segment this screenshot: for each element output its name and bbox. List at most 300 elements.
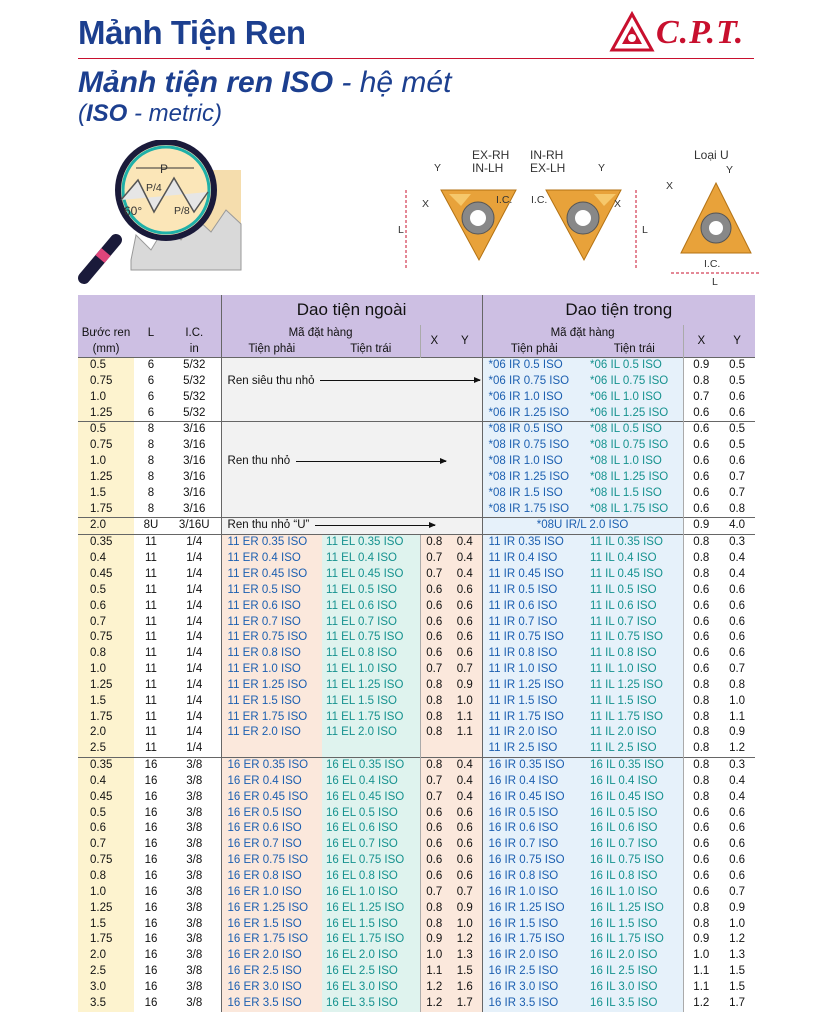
outer-y-cell: 1.1 xyxy=(448,725,482,741)
table-row xyxy=(78,741,755,757)
outer-note-cell xyxy=(221,406,482,422)
inner-x-cell: 0.6 xyxy=(683,406,719,422)
arrow-icon xyxy=(315,525,435,526)
il-code-cell: 16 IL 1.0 ISO xyxy=(586,885,683,901)
pitch-cell: 1.5 xyxy=(78,694,134,710)
ic-cell: 1/4 xyxy=(186,567,203,580)
el-code-cell: 11 EL 1.0 ISO xyxy=(322,662,420,678)
inner-x-cell: 0.9 xyxy=(683,932,719,948)
l-cell: 16 xyxy=(144,854,158,867)
outer-y-cell: 0.9 xyxy=(448,901,482,917)
il-code-cell: 16 IL 0.35 ISO xyxy=(586,758,683,774)
il-code-cell: 11 IL 0.45 ISO xyxy=(586,567,683,583)
table-row xyxy=(78,948,755,964)
angle-label: 60° xyxy=(124,204,143,218)
inner-y-cell: 1.2 xyxy=(719,932,755,948)
pitch-cell: 0.8 xyxy=(78,646,134,662)
outer-x-cell: 0.7 xyxy=(420,567,448,583)
il-code-cell: 11 IL 1.5 ISO xyxy=(586,694,683,710)
pitch-cell: 0.75 xyxy=(78,853,134,869)
insert2-top-label: IN-RH xyxy=(530,148,564,162)
ic-cell: 3/8 xyxy=(186,917,203,930)
pitch-cell: 3.0 xyxy=(78,980,134,996)
er-code-cell: 16 ER 0.45 ISO xyxy=(221,790,322,806)
outer-y-cell: 1.6 xyxy=(448,980,482,996)
pitch-cell: 0.6 xyxy=(78,821,134,837)
el-code-cell: 11 EL 0.8 ISO xyxy=(322,646,420,662)
outer-y-cell: 0.6 xyxy=(448,821,482,837)
outer-y-cell: 0.6 xyxy=(448,869,482,885)
er-code-cell: 16 ER 3.0 ISO xyxy=(221,980,322,996)
inner-x-cell: 0.6 xyxy=(683,821,719,837)
outer-note-cell xyxy=(221,518,482,535)
outer-y-cell: 0.4 xyxy=(448,535,482,551)
il-code-cell: 11 IL 0.6 ISO xyxy=(586,599,683,615)
inner-x-cell: 0.6 xyxy=(683,454,719,470)
l-cell: 16 xyxy=(144,933,158,946)
l-cell: 16 xyxy=(144,949,158,962)
outer-note-cell xyxy=(221,486,482,502)
table-row xyxy=(78,694,755,710)
ir-code-cell: 11 IR 0.75 ISO xyxy=(482,630,586,646)
pitch-cell: 0.5 xyxy=(78,358,134,374)
pitch-cell: 0.8 xyxy=(78,869,134,885)
table-row xyxy=(78,901,755,917)
el-code-cell: 11 EL 0.4 ISO xyxy=(322,551,420,567)
note-label: Ren thu nhỏ “U” xyxy=(227,519,310,532)
pitch-cell: 0.4 xyxy=(78,551,134,567)
inner-x-cell: 0.6 xyxy=(683,438,719,454)
pitch-cell: 1.0 xyxy=(78,390,134,406)
inner-x-cell: 0.8 xyxy=(683,710,719,726)
ic-cell: 3/8 xyxy=(186,806,203,819)
table-row xyxy=(78,964,755,980)
ic-cell: 3/8 xyxy=(186,838,203,851)
inner-y-cell: 0.5 xyxy=(719,438,755,454)
outer-order-code-header: Mã đặt hàng xyxy=(221,325,420,341)
ic-header: I.C. xyxy=(168,325,221,341)
el-code-cell: 11 EL 0.5 ISO xyxy=(322,583,420,599)
ic-cell: 5/32 xyxy=(183,374,206,387)
outer-y-cell: 0.6 xyxy=(448,837,482,853)
pitch-cell: 3.5 xyxy=(78,996,134,1012)
ir-code-cell: 11 IR 0.6 ISO xyxy=(482,599,586,615)
el-code-cell: 16 EL 3.5 ISO xyxy=(322,996,420,1012)
insert3-title: Loại U xyxy=(694,148,729,162)
l-cell: 11 xyxy=(145,647,157,660)
l-cell: 11 xyxy=(145,599,157,612)
inner-y-cell: 0.6 xyxy=(719,821,755,837)
outer-note-cell xyxy=(221,438,482,454)
insert1-bottom-label: IN-LH xyxy=(472,161,504,175)
l-cell: 16 xyxy=(144,774,158,787)
outer-y-cell: 1.5 xyxy=(448,964,482,980)
outer-y-cell: 0.6 xyxy=(448,599,482,615)
outer-x-cell: 0.6 xyxy=(420,646,448,662)
outer-note-cell xyxy=(221,454,482,470)
pitch-cell: 0.5 xyxy=(78,806,134,822)
il-code-cell: *06 IL 0.75 ISO xyxy=(586,374,683,390)
inner-tool-title: Dao tiện trong xyxy=(482,295,755,325)
table-row xyxy=(78,406,755,422)
el-code-cell: 16 EL 1.5 ISO xyxy=(322,917,420,933)
outer-left-hand-header: Tiện trái xyxy=(322,341,420,358)
inner-x-cell: 0.6 xyxy=(683,662,719,678)
inner-x-cell: 0.6 xyxy=(683,502,719,518)
ic-cell: 3/16 xyxy=(183,455,206,468)
il-code-cell: 16 IL 0.6 ISO xyxy=(586,821,683,837)
ic-cell: 3/8 xyxy=(168,758,221,774)
el-code-cell: 11 EL 0.6 ISO xyxy=(322,599,420,615)
pitch-cell: 2.0 xyxy=(78,948,134,964)
outer-y-cell: 1.7 xyxy=(448,996,482,1012)
inner-order-code-header: Mã đặt hàng xyxy=(482,325,683,341)
inner-x-cell: 0.8 xyxy=(683,694,719,710)
ic-cell: 3/16 xyxy=(183,502,206,515)
outer-y-cell: 0.4 xyxy=(448,790,482,806)
er-code-cell: 11 ER 0.4 ISO xyxy=(221,551,322,567)
table-row xyxy=(78,551,755,567)
er-code-cell: 11 ER 2.0 ISO xyxy=(221,725,322,741)
outer-x-cell: 0.6 xyxy=(420,837,448,853)
inner-y-cell: 0.7 xyxy=(719,885,755,901)
il-code-cell: *06 IL 1.25 ISO xyxy=(586,406,683,422)
ic-cell: 3/8 xyxy=(186,774,203,787)
ic-cell: 3/16 xyxy=(183,470,206,483)
il-code-cell: 16 IL 0.7 ISO xyxy=(586,837,683,853)
pitch-cell: 0.7 xyxy=(78,837,134,853)
outer-x-cell: 0.8 xyxy=(420,535,448,551)
x-label: X xyxy=(422,198,430,210)
pitch-cell: 1.75 xyxy=(78,710,134,726)
table-row xyxy=(78,885,755,901)
pitch-cell: 0.4 xyxy=(78,774,134,790)
inner-y-cell: 0.4 xyxy=(719,790,755,806)
inner-x-cell: 0.6 xyxy=(683,869,719,885)
el-code-cell: 11 EL 1.75 ISO xyxy=(322,710,420,726)
outer-x-cell: 0.7 xyxy=(420,790,448,806)
il-code-cell: 11 IL 0.4 ISO xyxy=(586,551,683,567)
ir-code-cell: 16 IR 1.75 ISO xyxy=(482,932,586,948)
il-code-cell: 11 IL 0.8 ISO xyxy=(586,646,683,662)
outer-y-cell: 0.9 xyxy=(448,678,482,694)
inner-x-cell: 0.8 xyxy=(683,741,719,757)
inner-y-cell: 0.7 xyxy=(719,486,755,502)
inner-y-cell: 0.6 xyxy=(719,615,755,631)
ir-code-cell: *08 IR 1.0 ISO xyxy=(482,454,586,470)
outer-x-cell: 0.7 xyxy=(420,551,448,567)
inner-y-header: Y xyxy=(719,325,755,358)
outer-x-cell: 0.6 xyxy=(420,869,448,885)
outer-x-cell: 0.8 xyxy=(420,901,448,917)
pitch-cell: 1.5 xyxy=(78,917,134,933)
il-code-cell: *08 IL 1.0 ISO xyxy=(586,454,683,470)
er-code-cell: 11 ER 0.8 ISO xyxy=(221,646,322,662)
inner-x-cell: 0.6 xyxy=(683,599,719,615)
pitch-header: Bước ren xyxy=(78,325,134,341)
inner-y-cell: 0.9 xyxy=(719,901,755,917)
inner-x-cell: 0.8 xyxy=(683,917,719,933)
er-code-cell: 11 ER 0.5 ISO xyxy=(221,583,322,599)
header-divider xyxy=(78,58,754,59)
l-cell: 11 xyxy=(134,535,168,551)
inner-x-cell: 0.6 xyxy=(683,806,719,822)
ir-code-cell: 16 IR 3.0 ISO xyxy=(482,980,586,996)
inner-x-cell: 0.8 xyxy=(683,725,719,741)
l-cell: 16 xyxy=(144,917,158,930)
ic-cell: 3/16 xyxy=(183,439,206,452)
ic-cell: 1/4 xyxy=(186,647,203,660)
l-cell: 16 xyxy=(134,758,168,774)
outer-x-cell: 0.8 xyxy=(420,725,448,741)
inner-y-cell: 1.5 xyxy=(719,964,755,980)
pitch-unit-header: (mm) xyxy=(78,341,134,358)
ir-code-cell: 11 IR 1.75 ISO xyxy=(482,710,586,726)
l-cell: 11 xyxy=(145,552,157,565)
table-row xyxy=(78,853,755,869)
el-code-cell: 11 EL 0.75 ISO xyxy=(322,630,420,646)
outer-y-cell: 0.4 xyxy=(448,567,482,583)
inner-y-cell: 0.6 xyxy=(719,390,755,406)
inner-y-cell: 0.7 xyxy=(719,662,755,678)
ir-code-cell: 16 IR 0.45 ISO xyxy=(482,790,586,806)
inner-y-cell: 0.6 xyxy=(719,853,755,869)
il-code-cell: 16 IL 0.8 ISO xyxy=(586,869,683,885)
inner-left-hand-header: Tiện trái xyxy=(586,341,683,358)
outer-note-cell xyxy=(221,422,482,438)
l-cell: 6 xyxy=(147,406,155,419)
il-code-cell: 16 IL 3.5 ISO xyxy=(586,996,683,1012)
l-cell: 6 xyxy=(147,390,155,403)
outer-x-cell: 1.2 xyxy=(420,996,448,1012)
l-cell: 8 xyxy=(147,439,155,452)
il-code-cell: *06 IL 0.5 ISO xyxy=(586,358,683,374)
outer-x-cell: 0.7 xyxy=(420,774,448,790)
ir-code-cell: *08 IR 1.25 ISO xyxy=(482,470,586,486)
ir-code-cell: *08 IR 1.75 ISO xyxy=(482,502,586,518)
inner-x-cell: 0.9 xyxy=(683,358,719,374)
outer-y-cell: 1.0 xyxy=(448,917,482,933)
l-cell: 16 xyxy=(144,965,158,978)
er-code-cell: 16 ER 0.4 ISO xyxy=(221,774,322,790)
ir-code-cell: *06 IR 1.25 ISO xyxy=(482,406,586,422)
inner-x-cell: 0.6 xyxy=(683,630,719,646)
u-type-code-cell: *08U IR/L 2.0 ISO xyxy=(482,518,683,535)
outer-note-cell xyxy=(221,390,482,406)
pitch-cell: 0.35 xyxy=(78,535,134,551)
outer-right-hand-header: Tiện phải xyxy=(221,341,322,358)
l-label: L xyxy=(398,224,404,236)
il-code-cell: *08 IL 0.75 ISO xyxy=(586,438,683,454)
pitch-cell: 1.0 xyxy=(78,454,134,470)
ir-code-cell: 11 IR 1.0 ISO xyxy=(482,662,586,678)
l-cell: 11 xyxy=(145,663,157,676)
outer-x-cell xyxy=(420,741,448,757)
pitch-cell: 1.0 xyxy=(78,885,134,901)
ic-cell: 1/4 xyxy=(186,710,203,723)
pitch-cell: 2.0 xyxy=(78,725,134,741)
el-code-cell: 16 EL 3.0 ISO xyxy=(322,980,420,996)
inner-y-cell: 1.7 xyxy=(719,996,755,1012)
inner-y-cell: 0.6 xyxy=(719,599,755,615)
l-cell: 6 xyxy=(147,374,155,387)
er-code-cell: 16 ER 1.75 ISO xyxy=(221,932,322,948)
ic-cell: 3/8 xyxy=(186,885,203,898)
outer-y-cell: 0.7 xyxy=(448,662,482,678)
er-code-cell: 16 ER 2.0 ISO xyxy=(221,948,322,964)
ir-code-cell: *08 IR 0.5 ISO xyxy=(482,422,586,438)
il-code-cell: 16 IL 3.0 ISO xyxy=(586,980,683,996)
ic-cell: 3/8 xyxy=(186,870,203,882)
outer-y-cell: 1.1 xyxy=(448,710,482,726)
inner-x-cell: 0.7 xyxy=(683,390,719,406)
ic-cell: 3/8 xyxy=(186,822,203,835)
el-code-cell: 11 EL 2.0 ISO xyxy=(322,725,420,741)
el-code-cell: 16 EL 0.4 ISO xyxy=(322,774,420,790)
el-code-cell: 16 EL 0.7 ISO xyxy=(322,837,420,853)
table-row xyxy=(78,358,755,374)
outer-x-cell: 0.8 xyxy=(420,710,448,726)
outer-x-cell: 0.6 xyxy=(420,615,448,631)
outer-y-cell: 1.2 xyxy=(448,932,482,948)
ic-cell: 1/4 xyxy=(186,742,203,755)
il-code-cell: 11 IL 0.7 ISO xyxy=(586,615,683,631)
il-code-cell: 11 IL 0.35 ISO xyxy=(586,535,683,551)
ic-cell: 3/8 xyxy=(186,901,203,914)
subtitle-english: (ISO - metric) xyxy=(78,100,222,127)
table-row xyxy=(78,710,755,726)
outer-y-cell: 0.6 xyxy=(448,630,482,646)
insert2-y-label: Y xyxy=(598,162,606,174)
il-code-cell: 16 IL 0.5 ISO xyxy=(586,806,683,822)
el-code-cell: 16 EL 2.0 ISO xyxy=(322,948,420,964)
el-code-cell: 16 EL 0.5 ISO xyxy=(322,806,420,822)
inner-x-cell: 0.8 xyxy=(683,374,719,390)
ir-code-cell: 11 IR 2.0 ISO xyxy=(482,725,586,741)
outer-tool-title: Dao tiện ngoài xyxy=(221,295,482,325)
pitch-cell: 2.5 xyxy=(78,741,134,757)
l-cell: 8U xyxy=(134,518,168,535)
il-code-cell: *08 IL 0.5 ISO xyxy=(586,422,683,438)
er-code-cell: 16 ER 1.25 ISO xyxy=(221,901,322,917)
table-row xyxy=(78,374,755,390)
table-row xyxy=(78,583,755,599)
ic-cell: 3/16 xyxy=(183,486,206,499)
inner-y-cell: 0.6 xyxy=(719,869,755,885)
ir-code-cell: 16 IR 2.0 ISO xyxy=(482,948,586,964)
page-title: Mảnh Tiện Ren xyxy=(78,14,306,51)
table-row xyxy=(78,869,755,885)
ir-code-cell: 11 IR 1.5 ISO xyxy=(482,694,586,710)
outer-y-cell xyxy=(448,741,482,757)
table-row xyxy=(78,470,755,486)
inner-x-cell: 0.8 xyxy=(683,901,719,917)
inner-y-cell: 0.5 xyxy=(719,422,755,438)
l-cell: 11 xyxy=(145,631,157,644)
inner-y-cell: 0.8 xyxy=(719,502,755,518)
er-code-cell: 11 ER 0.7 ISO xyxy=(221,615,322,631)
inner-y-cell: 0.6 xyxy=(719,837,755,853)
ir-code-cell: *06 IR 0.5 ISO xyxy=(482,358,586,374)
ic-cell: 5/32 xyxy=(183,390,206,403)
ir-code-cell: 16 IR 0.35 ISO xyxy=(482,758,586,774)
illustration-area xyxy=(76,140,766,295)
il-code-cell: *08 IL 1.5 ISO xyxy=(586,486,683,502)
il-code-cell: 16 IL 2.5 ISO xyxy=(586,964,683,980)
ir-code-cell: *06 IR 1.0 ISO xyxy=(482,390,586,406)
ir-code-cell: 16 IR 2.5 ISO xyxy=(482,964,586,980)
table-row xyxy=(78,630,755,646)
er-code-cell: 16 ER 0.6 ISO xyxy=(221,821,322,837)
er-code-cell: 11 ER 0.45 ISO xyxy=(221,567,322,583)
inner-y-cell: 0.3 xyxy=(719,758,755,774)
ir-code-cell: 16 IR 0.8 ISO xyxy=(482,869,586,885)
outer-y-cell: 1.3 xyxy=(448,948,482,964)
table-row xyxy=(78,790,755,806)
er-code-cell: 16 ER 0.7 ISO xyxy=(221,837,322,853)
inner-x-cell: 0.8 xyxy=(683,567,719,583)
table-row xyxy=(78,821,755,837)
pitch-cell: 0.6 xyxy=(78,599,134,615)
inner-x-cell: 0.6 xyxy=(683,615,719,631)
ir-code-cell: 11 IR 0.8 ISO xyxy=(482,646,586,662)
l-cell: 6 xyxy=(134,358,168,374)
insert2-x-label: X xyxy=(614,198,622,210)
el-code-cell: 16 EL 1.25 ISO xyxy=(322,901,420,917)
outer-y-cell: 1.0 xyxy=(448,694,482,710)
il-code-cell: 16 IL 0.45 ISO xyxy=(586,790,683,806)
arrow-icon xyxy=(296,461,446,462)
inner-x-cell: 0.8 xyxy=(683,758,719,774)
inner-x-cell: 1.1 xyxy=(683,980,719,996)
table-row xyxy=(78,996,755,1012)
il-code-cell: 11 IL 2.5 ISO xyxy=(586,741,683,757)
table-row xyxy=(78,486,755,502)
table-row xyxy=(78,502,755,518)
outer-x-cell: 0.8 xyxy=(420,678,448,694)
er-code-cell: 16 ER 1.0 ISO xyxy=(221,885,322,901)
pitch-cell: 0.7 xyxy=(78,615,134,631)
insert3-y-label: Y xyxy=(726,164,734,176)
ir-code-cell: 16 IR 0.75 ISO xyxy=(482,853,586,869)
inner-y-cell: 1.3 xyxy=(719,948,755,964)
insert2-l-label: L xyxy=(642,224,648,236)
outer-x-cell: 0.8 xyxy=(420,694,448,710)
outer-y-cell: 0.4 xyxy=(448,758,482,774)
ic-cell: 3/16U xyxy=(168,518,221,535)
inner-y-cell: 0.3 xyxy=(719,535,755,551)
ic-cell: 1/4 xyxy=(168,535,221,551)
inner-x-cell: 1.2 xyxy=(683,996,719,1012)
table-row xyxy=(78,567,755,583)
l-cell: 16 xyxy=(144,870,158,882)
inner-y-cell: 1.2 xyxy=(719,741,755,757)
pitch-cell: 1.75 xyxy=(78,932,134,948)
inner-x-cell: 0.6 xyxy=(683,837,719,853)
l-cell: 8 xyxy=(147,486,155,499)
il-code-cell: 16 IL 1.5 ISO xyxy=(586,917,683,933)
outer-x-cell: 1.0 xyxy=(420,948,448,964)
outer-note-cell xyxy=(221,470,482,486)
el-code-cell: 16 EL 0.35 ISO xyxy=(322,758,420,774)
er-code-cell: 16 ER 0.5 ISO xyxy=(221,806,322,822)
ic-cell: 1/4 xyxy=(186,615,203,628)
ic-cell: 3/8 xyxy=(186,949,203,962)
er-code-cell: 16 ER 0.35 ISO xyxy=(221,758,322,774)
inner-y-cell: 0.8 xyxy=(719,678,755,694)
ir-code-cell: 11 IR 0.35 ISO xyxy=(482,535,586,551)
er-code-cell: 16 ER 3.5 ISO xyxy=(221,996,322,1012)
